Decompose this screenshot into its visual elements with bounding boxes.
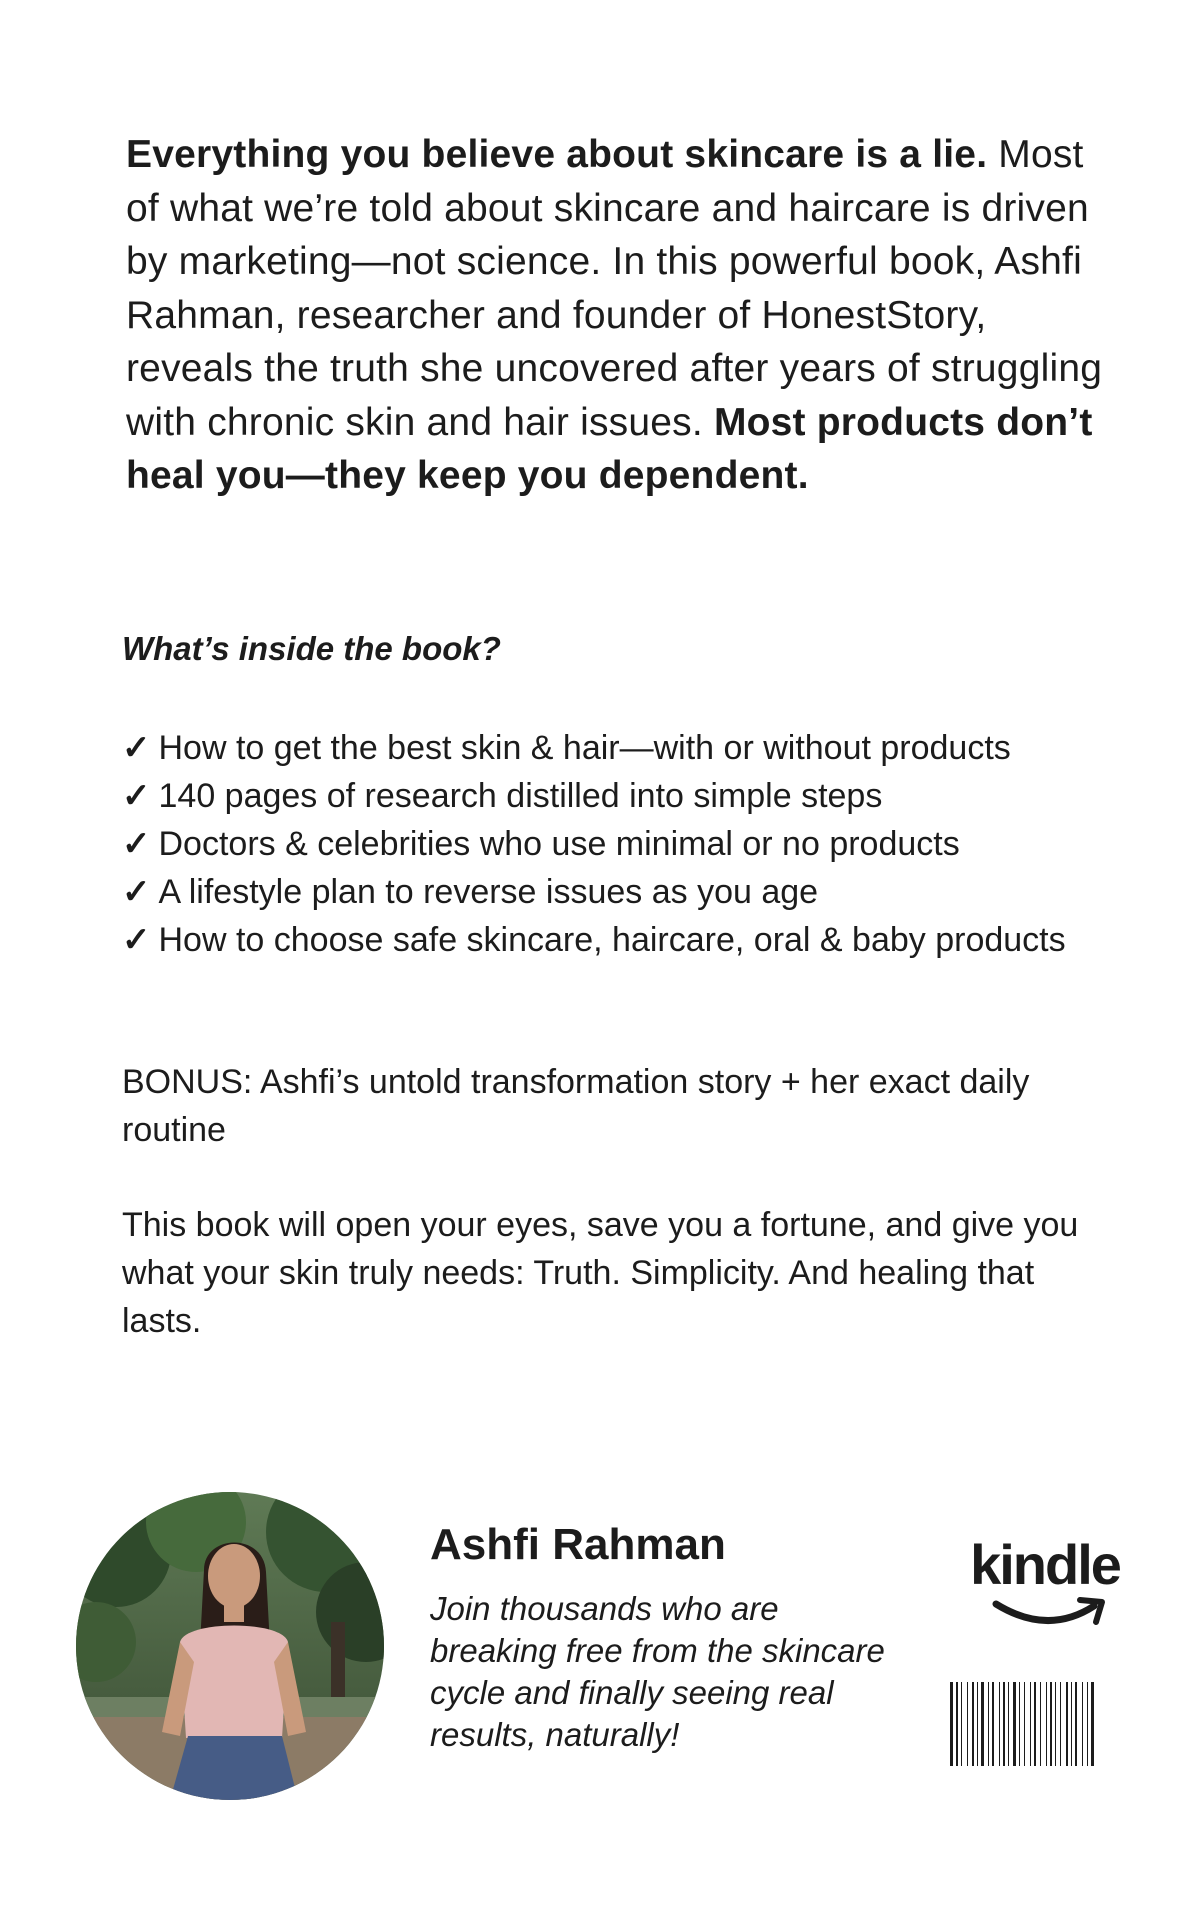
list-item-text: 140 pages of research distilled into simple steps <box>158 777 883 815</box>
checkmark-icon: ✓ <box>122 873 151 911</box>
checkmark-icon: ✓ <box>122 729 151 767</box>
description-body: Most of what we’re told about skincare and haircare is driven by marketing—not science. In this powerful book, Ashfi Rahman, researcher and founder of HonestStory, reveals the truth she uncovered after years of struggling with chronic skin and hair issues. <box>126 133 1103 444</box>
feature-list <box>122 724 1122 964</box>
list-item-text: How to choose safe skincare, haircare, oral & baby products <box>158 921 1066 959</box>
bonus-note <box>122 1058 1132 1154</box>
closing-paragraph: This book will open your eyes, save you a fortune, and give you what your skin truly needs: Truth. Simplicity. And healing that lasts. <box>122 1206 1079 1340</box>
kindle-logo <box>970 1532 1130 1642</box>
headline: Everything you believe about skincare is a lie. <box>126 133 988 176</box>
bonus-text: : Ashfi’s untold transformation story + her exact daily routine <box>122 1063 1030 1149</box>
checkmark-icon: ✓ <box>122 777 151 815</box>
list-item <box>122 916 1122 964</box>
inside-heading: What’s inside the book? <box>122 630 501 667</box>
list-item-text: How to get the best skin & hair—with or without products <box>158 729 1011 767</box>
description-emphasis: Most products don’t heal you—they keep you dependent. <box>126 400 1093 497</box>
list-item <box>122 772 1122 820</box>
author-name: Ashfi Rahman <box>430 1520 726 1569</box>
list-item <box>122 868 1122 916</box>
checkmark-icon: ✓ <box>122 921 151 959</box>
author-blurb: Join thousands who are breaking free from the skincare cycle and finally seeing real results, naturally! <box>430 1590 885 1753</box>
kindle-wordmark: kindle <box>970 1533 1120 1596</box>
author-photo <box>76 1492 384 1800</box>
barcode <box>950 1682 1144 1766</box>
bonus-label: BONUS <box>122 1063 243 1101</box>
checkmark-icon: ✓ <box>122 825 151 863</box>
list-item <box>122 724 1122 772</box>
list-item <box>122 820 1122 868</box>
amazon-smile-icon <box>990 1594 1110 1634</box>
book-description <box>126 128 1106 503</box>
list-item-text: Doctors & celebrities who use minimal or no products <box>158 825 960 863</box>
list-item-text: A lifestyle plan to reverse issues as you age <box>158 873 819 911</box>
